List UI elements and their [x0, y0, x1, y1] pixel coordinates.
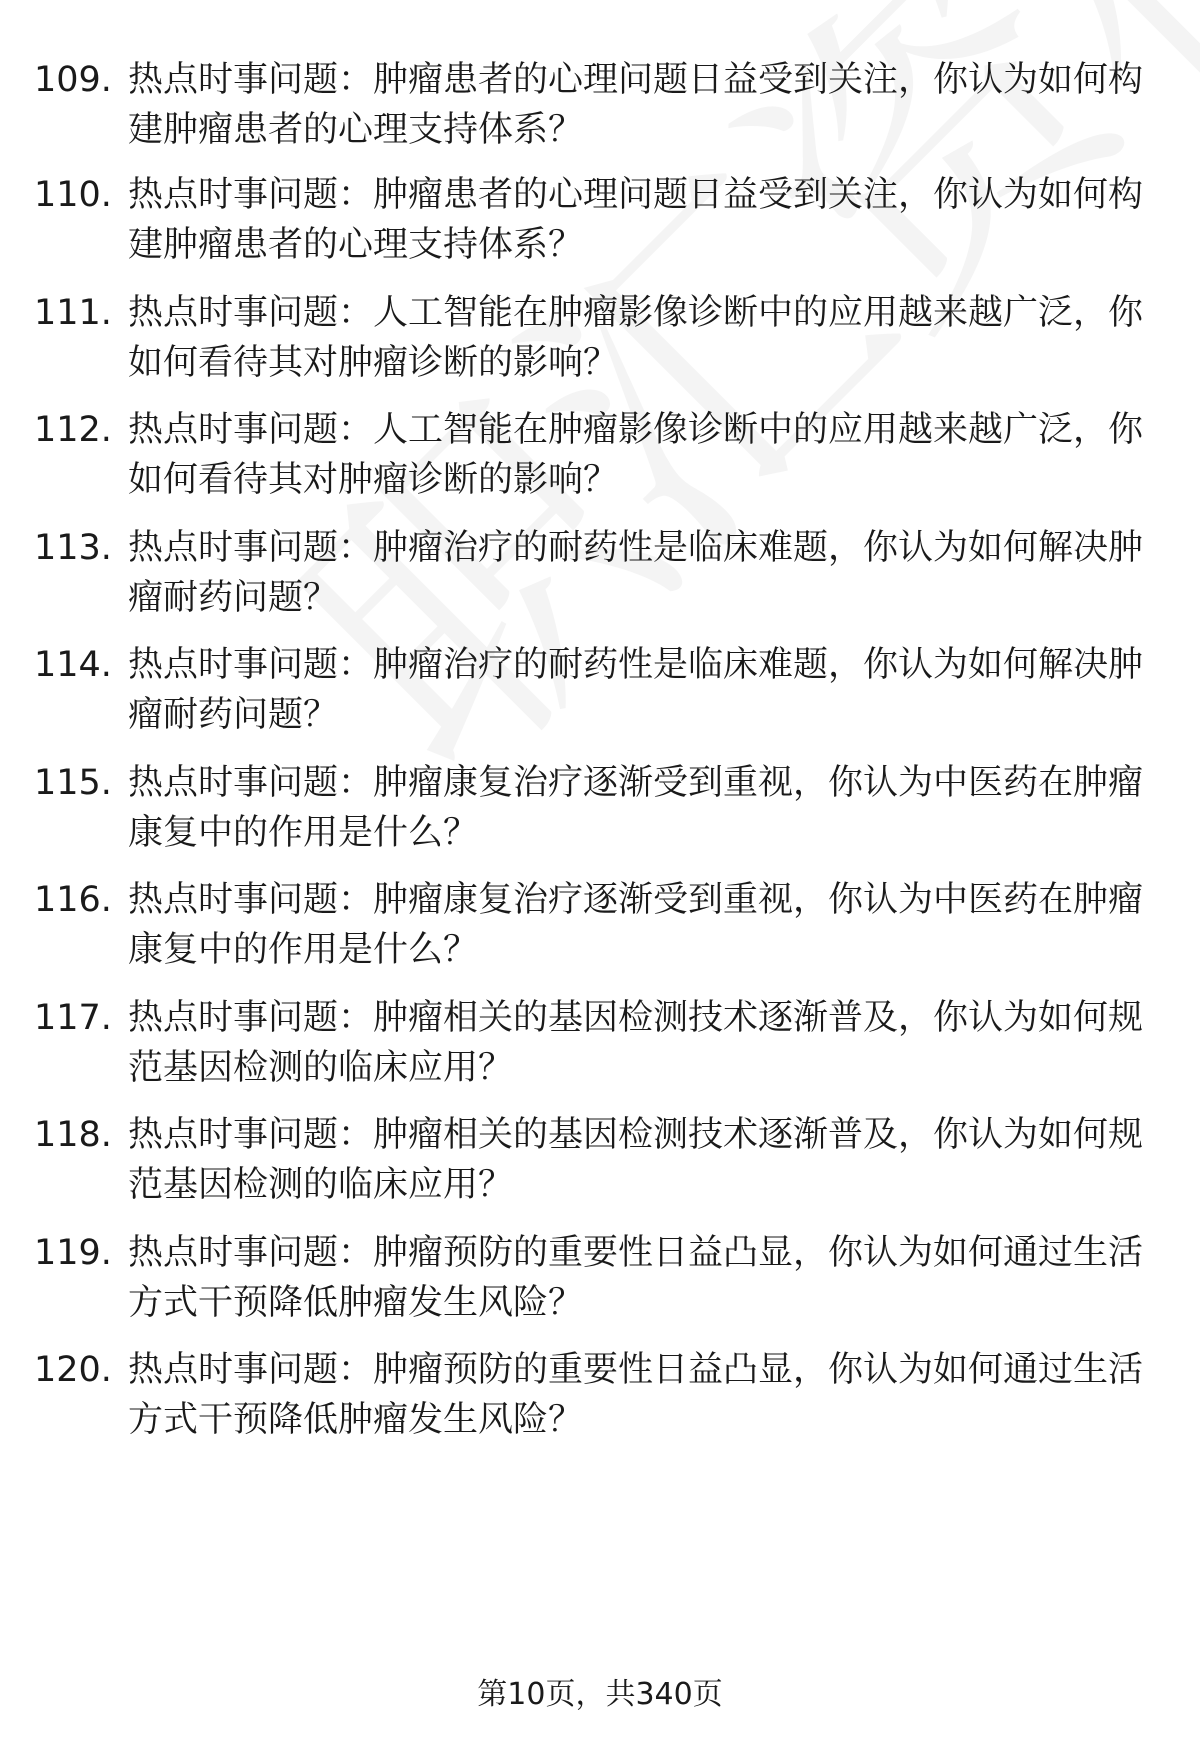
question-item — [0, 523, 1200, 623]
question-number: 113. — [34, 528, 112, 568]
question-item — [0, 288, 1200, 388]
question-text: 热点时事问题：肿瘤康复治疗逐渐受到重视，你认为中医药在肿瘤康复中的作用是什么？ — [128, 763, 1144, 853]
question-text: 热点时事问题：肿瘤相关的基因检测技术逐渐普及，你认为如何规范基因检测的临床应用？ — [128, 998, 1144, 1088]
question-text: 热点时事问题：肿瘤治疗的耐药性是临床难题，你认为如何解决肿瘤耐药问题？ — [128, 645, 1144, 735]
question-text: 热点时事问题：肿瘤治疗的耐药性是临床难题，你认为如何解决肿瘤耐药问题？ — [128, 528, 1144, 618]
question-text: 热点时事问题：肿瘤患者的心理问题日益受到关注，你认为如何构建肿瘤患者的心理支持体系？ — [128, 175, 1144, 265]
question-text: 热点时事问题：人工智能在肿瘤影像诊断中的应用越来越广泛，你如何看待其对肿瘤诊断的影响？ — [128, 410, 1144, 500]
question-item — [0, 1228, 1200, 1328]
question-number: 112. — [34, 410, 112, 450]
question-number: 114. — [34, 645, 112, 685]
question-number: 109. — [34, 60, 112, 100]
question-item — [0, 405, 1200, 505]
question-number: 110. — [34, 175, 112, 215]
question-item — [0, 1110, 1200, 1210]
question-item — [0, 993, 1200, 1093]
question-number: 119. — [34, 1233, 112, 1273]
question-item — [0, 875, 1200, 975]
question-item — [0, 55, 1200, 155]
question-text: 热点时事问题：肿瘤预防的重要性日益凸显，你认为如何通过生活方式干预降低肿瘤发生风险？ — [128, 1233, 1144, 1323]
page-footer: 第10页，共340页 — [477, 1677, 723, 1712]
question-number: 116. — [34, 880, 112, 920]
question-item — [0, 1345, 1200, 1445]
question-item — [0, 170, 1200, 270]
question-number: 117. — [34, 998, 112, 1038]
question-number: 118. — [34, 1115, 112, 1155]
question-item — [0, 758, 1200, 858]
question-number: 111. — [34, 293, 112, 333]
question-number: 120. — [34, 1350, 112, 1390]
question-item — [0, 640, 1200, 740]
question-text: 热点时事问题：肿瘤预防的重要性日益凸显，你认为如何通过生活方式干预降低肿瘤发生风险？ — [128, 1350, 1144, 1440]
question-text: 热点时事问题：肿瘤相关的基因检测技术逐渐普及，你认为如何规范基因检测的临床应用？ — [128, 1115, 1144, 1205]
question-text: 热点时事问题：肿瘤患者的心理问题日益受到关注，你认为如何构建肿瘤患者的心理支持体系？ — [128, 60, 1144, 150]
question-text: 热点时事问题：人工智能在肿瘤影像诊断中的应用越来越广泛，你如何看待其对肿瘤诊断的影响？ — [128, 293, 1144, 383]
question-number: 115. — [34, 763, 112, 803]
question-text: 热点时事问题：肿瘤康复治疗逐渐受到重视，你认为中医药在肿瘤康复中的作用是什么？ — [128, 880, 1144, 970]
